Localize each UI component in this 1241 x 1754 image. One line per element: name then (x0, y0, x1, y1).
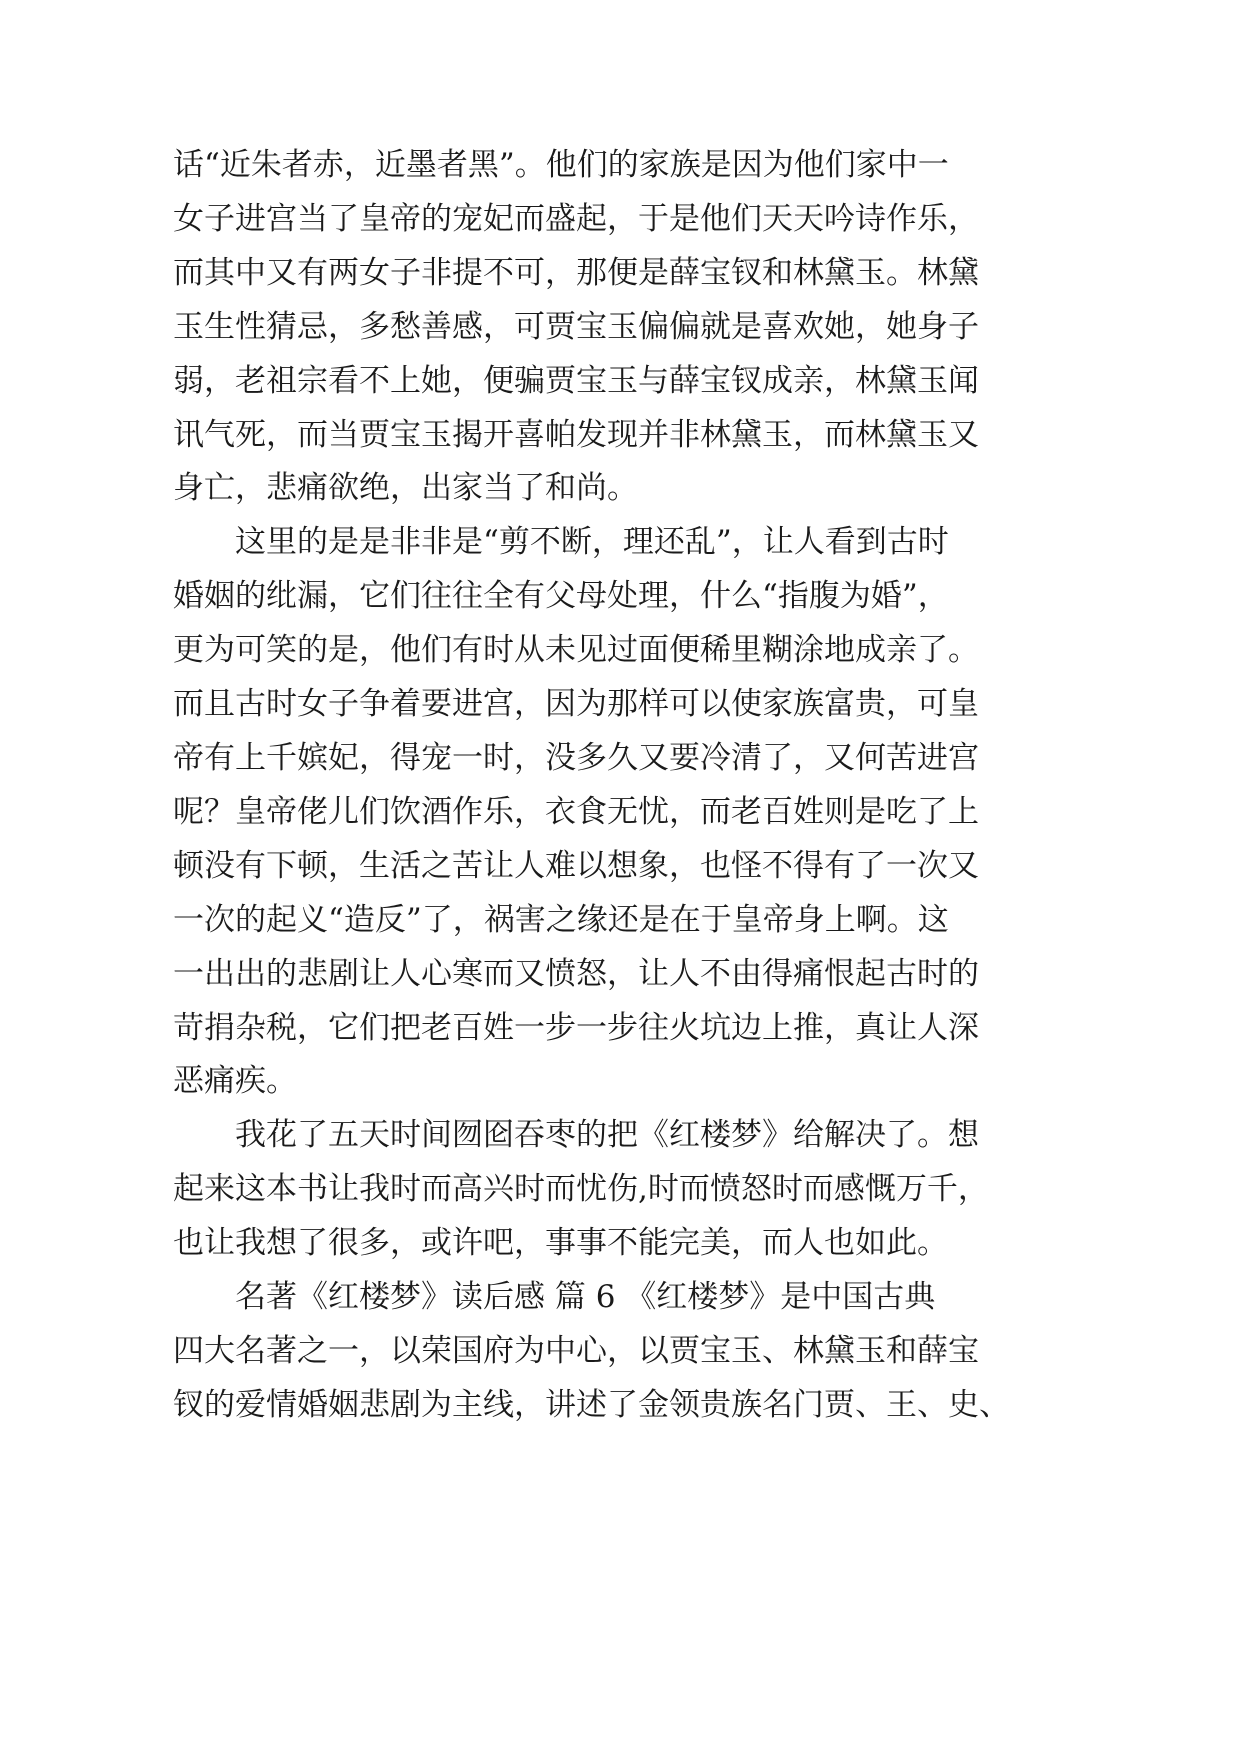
text-line: 钗的爱情婚姻悲剧为主线，讲述了金领贵族名门贾、王、史、 (173, 1387, 1010, 1423)
text-line: 名著《红楼梦》读后感 篇 6 《红楼梦》是中国古典 (235, 1279, 936, 1315)
text-line: 也让我想了很多，或许吧，事事不能完美，而人也如此。 (173, 1225, 948, 1261)
text-line: 呢？皇帝佬儿们饮酒作乐，衣食无忧，而老百姓则是吃了上 (173, 794, 979, 830)
text-line: 苛捐杂税，它们把老百姓一步一步往火坑边上推，真让人深 (173, 1010, 979, 1046)
text-line: 我花了五天时间囫囵吞枣的把《红楼梦》给解决了。想 (235, 1117, 979, 1153)
text-line: 起来这本书让我时而高兴时而忧伤,时而愤怒时而感慨万千， (173, 1171, 989, 1207)
text-line: 顿没有下顿，生活之苦让人难以想象，也怪不得有了一次又 (173, 848, 979, 884)
text-line: 女子进宫当了皇帝的宠妃而盛起，于是他们天天吟诗作乐， (173, 201, 979, 237)
text-line: 更为可笑的是，他们有时从未见过面便稀里糊涂地成亲了。 (173, 632, 979, 668)
text-line: 弱，老祖宗看不上她，便骗贾宝玉与薛宝钗成亲，林黛玉闻 (173, 363, 979, 399)
text-line: 婚姻的纰漏，它们往往全有父母处理，什么“指腹为婚”， (173, 578, 949, 614)
text-line: 讯气死，而当贾宝玉揭开喜帕发现并非林黛玉，而林黛玉又 (173, 417, 979, 453)
text-line: 而其中又有两女子非提不可，那便是薛宝钗和林黛玉。林黛 (173, 255, 979, 291)
text-line: 这里的是是非非是“剪不断，理还乱”，让人看到古时 (235, 524, 949, 560)
text-line: 话“近朱者赤，近墨者黑”。他们的家族是因为他们家中一 (173, 147, 949, 183)
text-line: 玉生性猜忌，多愁善感，可贾宝玉偏偏就是喜欢她，她身子 (173, 309, 979, 345)
text-line: 而且古时女子争着要进宫，因为那样可以使家族富贵，可皇 (173, 686, 979, 722)
text-line: 恶痛疾。 (173, 1063, 297, 1099)
text-line: 帝有上千嫔妃，得宠一时，没多久又要冷清了，又何苦进宫 (173, 740, 979, 776)
text-line: 四大名著之一，以荣国府为中心，以贾宝玉、林黛玉和薛宝 (173, 1333, 979, 1369)
text-line: 一次的起义“造反”了，祸害之缘还是在于皇帝身上啊。这 (173, 902, 949, 938)
text-line: 一出出的悲剧让人心寒而又愤怒，让人不由得痛恨起古时的 (173, 956, 979, 992)
text-line: 身亡，悲痛欲绝，出家当了和尚。 (173, 470, 638, 506)
